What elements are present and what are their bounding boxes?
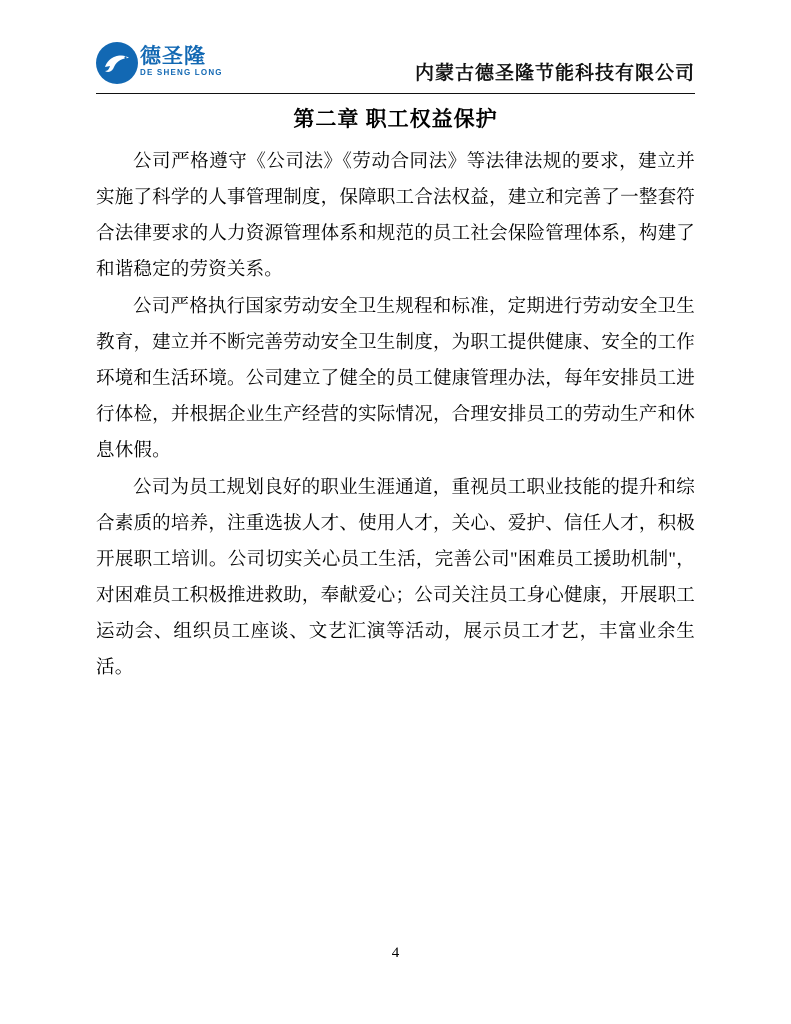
company-logo <box>96 38 226 90</box>
page-number: 4 <box>391 945 400 961</box>
paragraph-3: 公司为员工规划良好的职业生涯通道，重视员工职业技能的提升和综合素质的培养，注重选拔人才、使用人才，关心、爱护、信任人才，积极开展职工培训。公司切实关心员工生活，完善公司"困难员工援助机制"，对困难员工积极推进救助，奉献爱心；公司关注员工身心健康，开展职工运动会、组织员工座谈、文艺汇演等活动，展示员工才艺，丰富业余生活。 <box>96 477 695 678</box>
paragraph-2: 公司严格执行国家劳动安全卫生规程和标准，定期进行劳动安全卫生教育，建立并不断完善劳动安全卫生制度，为职工提供健康、安全的工作环境和生活环境。公司建立了健全的员工健康管理办法，每年安排员工进行体检，并根据企业生产经营的实际情况，合理安排员工的劳动生产和休息休假。 <box>96 296 695 461</box>
document-body <box>96 100 695 687</box>
fish-swoosh-icon <box>96 42 138 84</box>
page-header <box>96 34 695 92</box>
paragraph-1: 公司严格遵守《公司法》《劳动合同法》等法律法规的要求，建立并实施了科学的人事管理制度，保障职工合法权益，建立和完善了一整套符合法律要求的人力资源管理体系和规范的员工社会保险管理体系，构建了和谐稳定的劳资关系。 <box>96 151 695 280</box>
company-name: 内蒙古德圣隆节能科技有限公司 <box>414 63 695 84</box>
logo-text-cn: 德圣隆 <box>140 44 206 68</box>
logo-text-en: DE SHENG LONG <box>140 68 223 77</box>
page-title: 第二章 职工权益保护 <box>293 107 498 131</box>
header-divider <box>96 93 695 94</box>
